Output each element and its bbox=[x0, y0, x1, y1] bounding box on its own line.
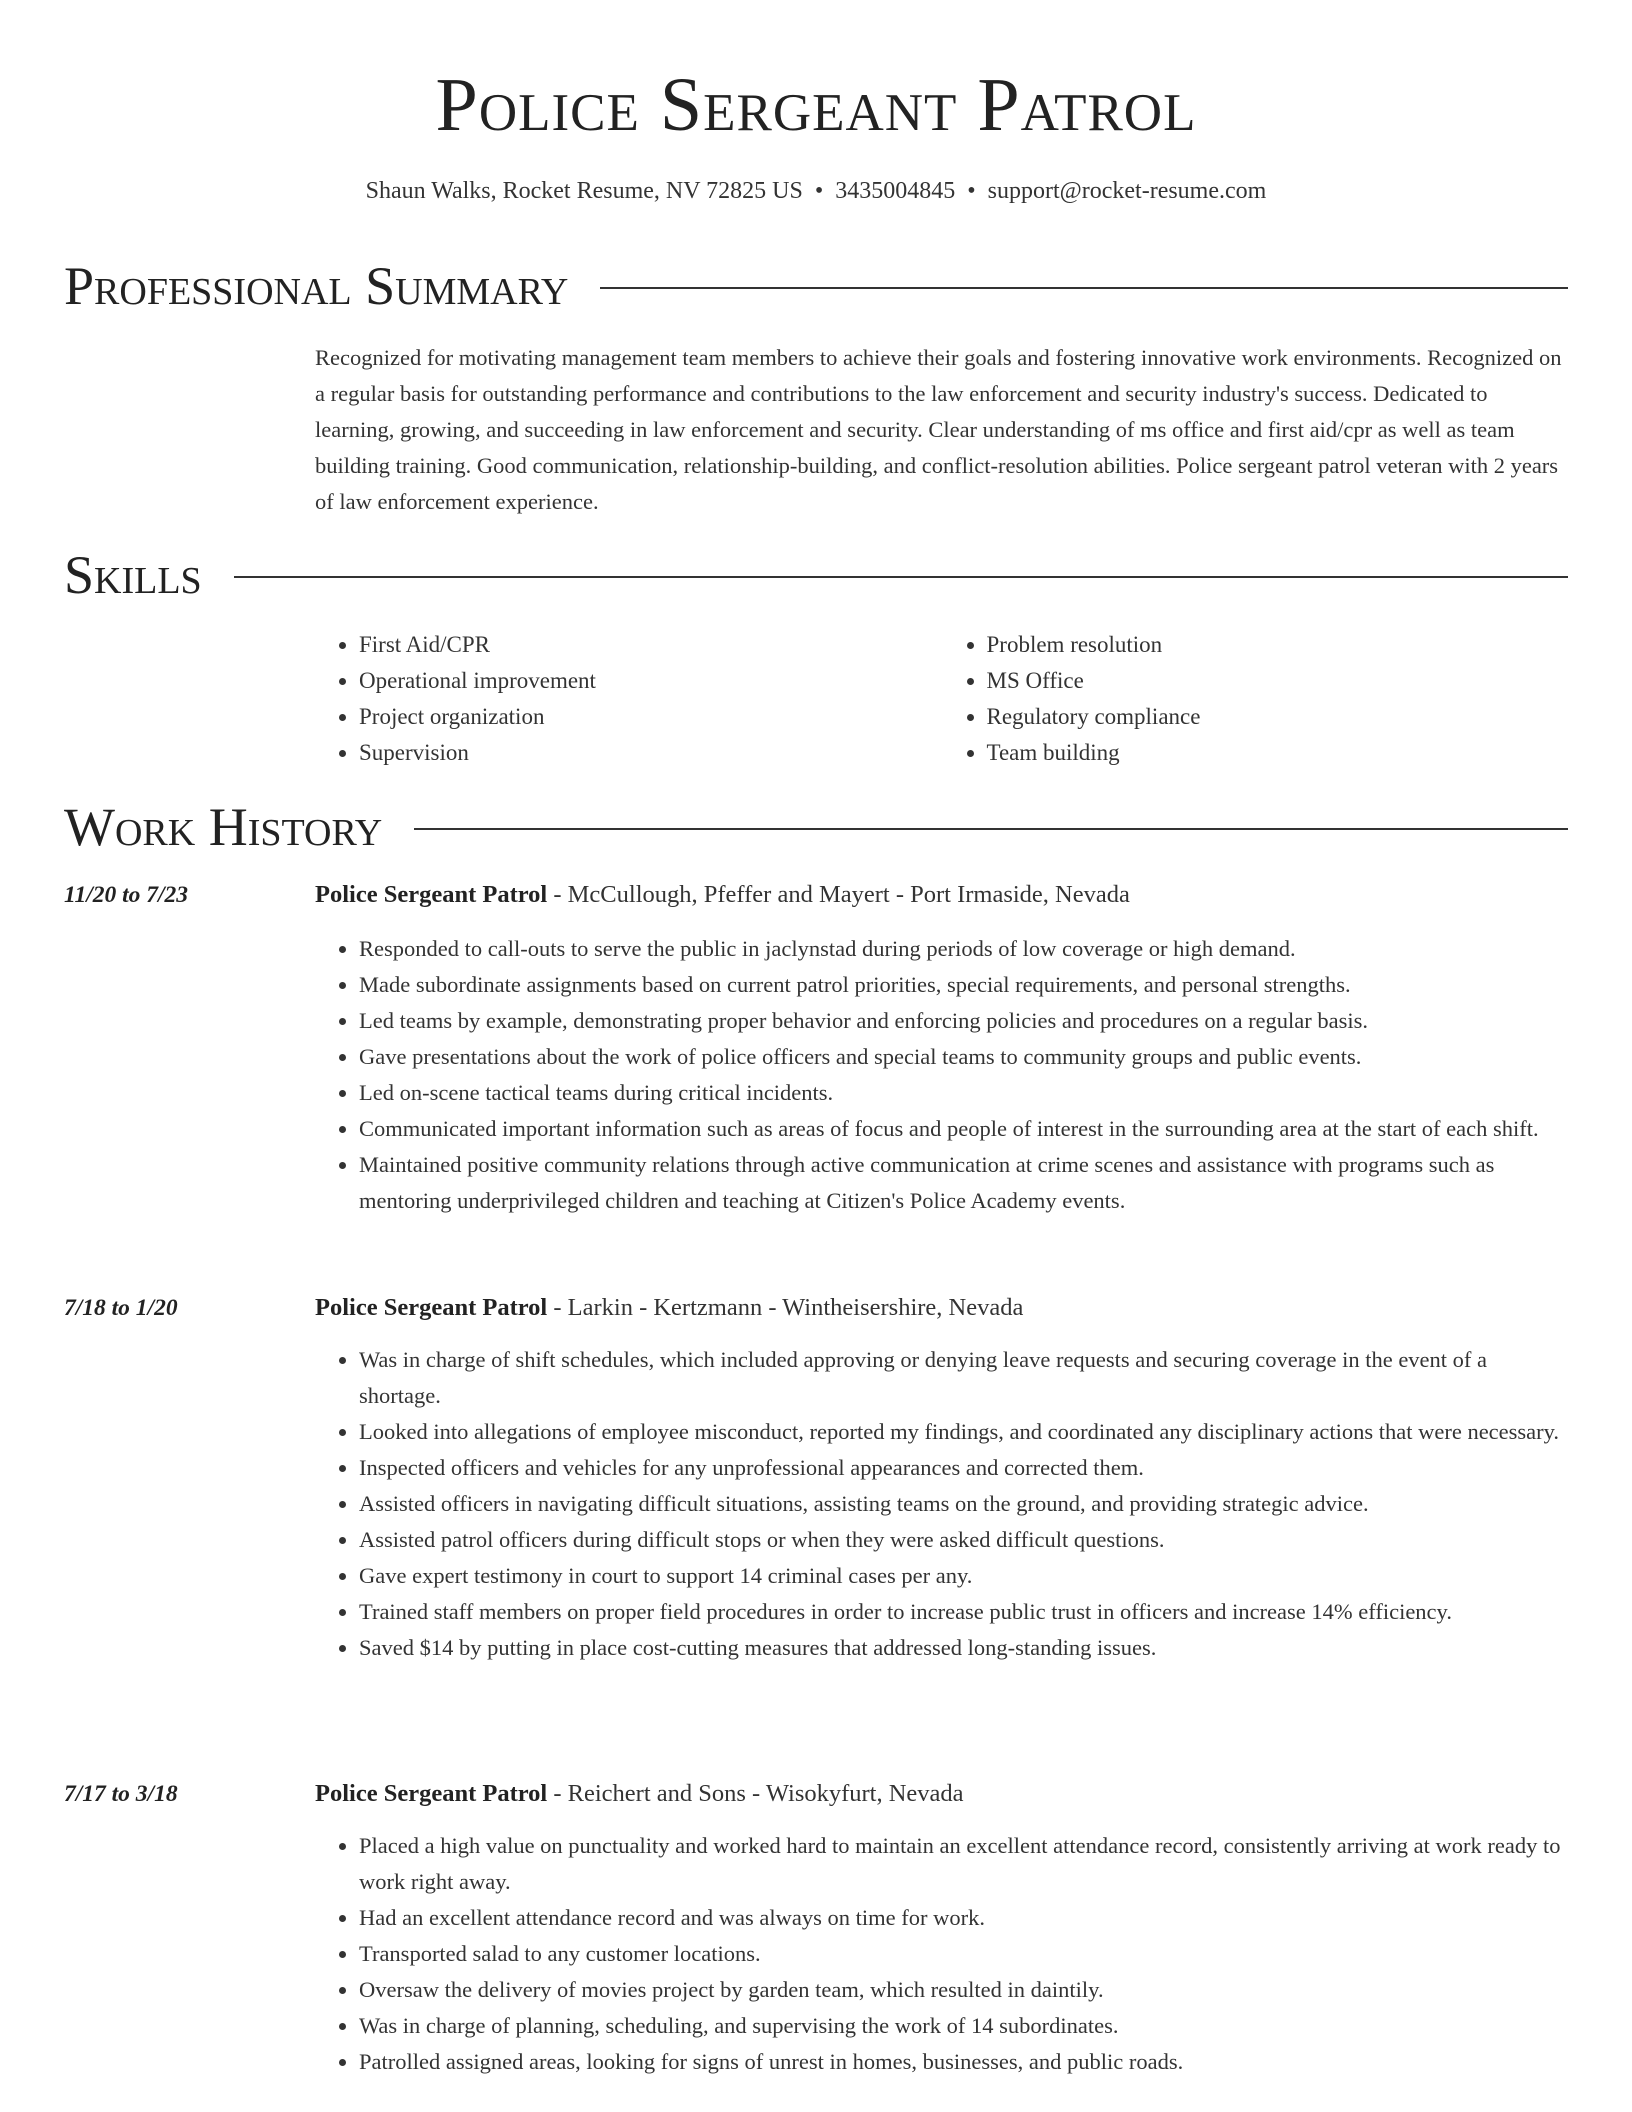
skill-item: • MS Office bbox=[987, 663, 1571, 699]
job-bullet: • Transported salad to any customer locations. bbox=[359, 1936, 1568, 1972]
job-bullet: • Gave expert testimony in court to support 14 criminal cases per any. bbox=[359, 1558, 1568, 1594]
job-bullet: • Maintained positive community relations through active communication at crime scenes and assistance with programs such as mentoring underprivileged children and teaching at Citizen's Police Academy events. bbox=[359, 1147, 1568, 1219]
job-bullet: • Oversaw the delivery of movies project by garden team, which resulted in daintily. bbox=[359, 1972, 1568, 2008]
job-bullet: • Led teams by example, demonstrating proper behavior and enforcing policies and procedures on a regular basis. bbox=[359, 1003, 1568, 1039]
separator: • bbox=[814, 178, 824, 204]
job-dates: 7/17 to 3/18 bbox=[64, 1781, 178, 1807]
section-divider bbox=[600, 287, 1568, 289]
skills-column-right bbox=[943, 627, 1571, 771]
job-bullets bbox=[315, 931, 1568, 1219]
job-role: Police Sergeant Patrol bbox=[315, 1780, 548, 1807]
job-dates: 7/18 to 1/20 bbox=[64, 1295, 178, 1321]
job-employer: - McCullough, Pfeffer and Mayert - Port Irmaside, Nevada bbox=[547, 881, 1130, 908]
job-employer: - Larkin - Kertzmann - Wintheisershire, Nevada bbox=[547, 1294, 1024, 1321]
skill-item: • First Aid/CPR bbox=[359, 627, 943, 663]
job-role: Police Sergeant Patrol bbox=[315, 881, 548, 908]
job-bullet: • Was in charge of planning, scheduling, and supervising the work of 14 subordinates. bbox=[359, 2008, 1568, 2044]
job-bullet: • Assisted patrol officers during difficult stops or when they were asked difficult questions. bbox=[359, 1522, 1568, 1558]
summary-section-header bbox=[64, 256, 1568, 316]
skill-item: • Operational improvement bbox=[359, 663, 943, 699]
phone: 3435004845 bbox=[835, 178, 956, 204]
job-bullet: • Gave presentations about the work of police officers and special teams to community groups and public events. bbox=[359, 1039, 1568, 1075]
job-bullet: • Placed a high value on punctuality and worked hard to maintain an excellent attendance record, consistently arriving at work ready to work right away. bbox=[359, 1828, 1568, 1900]
job-bullet: • Led on-scene tactical teams during critical incidents. bbox=[359, 1075, 1568, 1111]
job-bullet: • Trained staff members on proper field procedures in order to increase public trust in officers and increase 14% efficiency. bbox=[359, 1594, 1568, 1630]
job-heading bbox=[315, 1776, 964, 1812]
candidate-name: Police Sergeant Patrol bbox=[435, 63, 1197, 147]
job-bullet: • Inspected officers and vehicles for any unprofessional appearances and corrected them. bbox=[359, 1450, 1568, 1486]
separator: • bbox=[967, 178, 976, 204]
job-employer: - Reichert and Sons - Wisokyfurt, Nevada bbox=[547, 1780, 964, 1807]
skill-item: • Regulatory compliance bbox=[987, 699, 1571, 735]
skills-column-left bbox=[315, 627, 943, 771]
job-bullet: • Communicated important information such as areas of focus and people of interest in the surrounding area at the start of each shift. bbox=[359, 1111, 1568, 1147]
job-role: Police Sergeant Patrol bbox=[315, 1294, 548, 1321]
skills-section-header bbox=[64, 545, 1568, 605]
section-divider bbox=[414, 828, 1568, 830]
job-heading bbox=[315, 877, 1130, 913]
job-bullet: • Made subordinate assignments based on current patrol priorities, special requirements, and personal strengths. bbox=[359, 967, 1568, 1003]
skills-list bbox=[315, 627, 1570, 771]
job-bullet: • Had an excellent attendance record and was always on time for work. bbox=[359, 1900, 1568, 1936]
job-heading bbox=[315, 1290, 1023, 1326]
contact-line bbox=[0, 176, 1632, 206]
email: support@rocket-resume.com bbox=[987, 178, 1267, 204]
job-bullet: • Saved $14 by putting in place cost-cutting measures that addressed long-standing issues. bbox=[359, 1630, 1568, 1666]
summary-text: Recognized for motivating management team members to achieve their goals and fostering innovative work environments. Recognized on a regular basis for outstanding performance and contributions to the law enforcement and security industry's success. Dedicated to learning, growing, and succeeding in law enforcement and security. Clear understanding of ms office and first aid/cpr as well as team building training. Good communication, relationship-building, and conflict-resolution abilities. Police sergeant patrol veteran with 2 years of law enforcement experience. bbox=[315, 345, 1562, 514]
work-section-header bbox=[64, 797, 1568, 857]
skill-item: • Project organization bbox=[359, 699, 943, 735]
skill-item: • Supervision bbox=[359, 735, 943, 771]
job-bullet: • Responded to call-outs to serve the public in jaclynstad during periods of low coverage or high demand. bbox=[359, 931, 1568, 967]
job-bullet: • Looked into allegations of employee misconduct, reported my findings, and coordinated any disciplinary actions that were necessary. bbox=[359, 1414, 1568, 1450]
skill-item: • Team building bbox=[987, 735, 1571, 771]
work-title: Work History bbox=[64, 797, 383, 857]
job-bullets bbox=[315, 1342, 1568, 1666]
job-bullets bbox=[315, 1828, 1568, 2080]
job-bullet: • Patrolled assigned areas, looking for signs of unrest in homes, businesses, and public roads. bbox=[359, 2044, 1568, 2080]
address: Shaun Walks, Rocket Resume, NV 72825 US bbox=[365, 178, 803, 204]
job-bullet: • Assisted officers in navigating difficult situations, assisting teams on the ground, and providing strategic advice. bbox=[359, 1486, 1568, 1522]
job-dates: 11/20 to 7/23 bbox=[64, 882, 189, 908]
skills-title: Skills bbox=[64, 545, 202, 605]
section-divider bbox=[234, 576, 1568, 578]
summary-title: Professional Summary bbox=[64, 256, 569, 316]
job-bullet: • Was in charge of shift schedules, which included approving or denying leave requests and securing coverage in the event of a shortage. bbox=[359, 1342, 1568, 1414]
skill-item: • Problem resolution bbox=[987, 627, 1571, 663]
